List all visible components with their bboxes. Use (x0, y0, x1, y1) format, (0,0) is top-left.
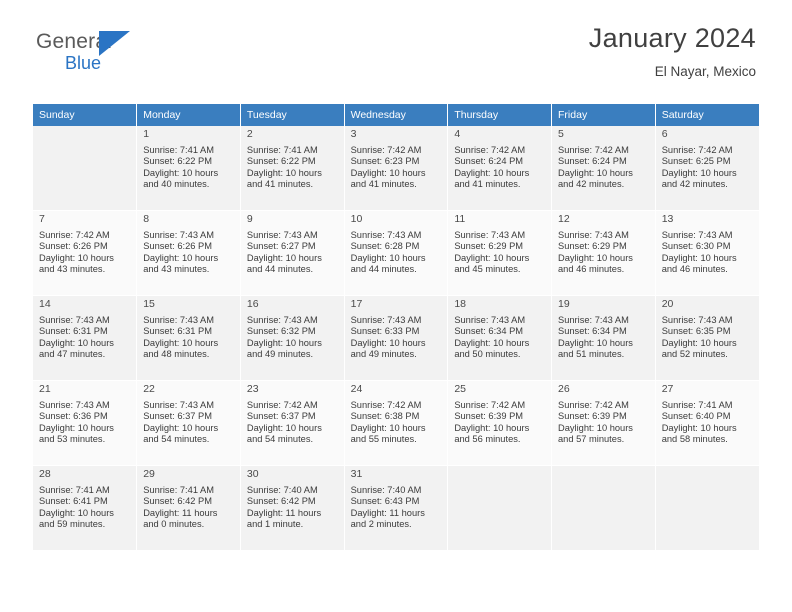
day-info-line: Sunset: 6:38 PM (350, 411, 420, 422)
day-info-line: Sunset: 6:39 PM (454, 411, 524, 422)
day-info-line: Sunset: 6:37 PM (143, 411, 212, 422)
day-info (662, 400, 759, 446)
day-info-line: Sunset: 6:42 PM (246, 496, 316, 507)
day-info (143, 485, 240, 531)
day-info-line: Daylight: 11 hours (246, 507, 322, 518)
day-info-line: Sunset: 6:22 PM (143, 156, 212, 167)
day-info-line: and 41 minutes. (350, 179, 417, 190)
day-info-line: and 55 minutes. (350, 434, 417, 445)
weekday-sunday: Sunday (33, 104, 137, 126)
day-info-line: and 46 minutes. (558, 264, 625, 275)
day-info-line: Sunset: 6:33 PM (350, 326, 420, 337)
weekday-thursday: Thursday (448, 104, 552, 126)
day-info-line: and 46 minutes. (661, 264, 728, 275)
day-info-line: Sunrise: 7:43 AM (39, 314, 110, 325)
day-info-line: and 49 minutes. (350, 349, 417, 360)
day-info-line: Daylight: 10 hours (246, 252, 322, 263)
day-info-line: Sunrise: 7:43 AM (39, 399, 110, 410)
day-info-line: Sunrise: 7:40 AM (246, 484, 318, 495)
calendar-cell-day[interactable] (344, 466, 448, 551)
day-info-line: and 57 minutes. (558, 434, 625, 445)
day-info-line: and 41 minutes. (246, 179, 314, 190)
day-info-line: Sunset: 6:31 PM (39, 326, 108, 337)
day-number: 21 (39, 383, 51, 395)
day-info-line: Daylight: 11 hours (350, 507, 425, 518)
day-info-line: and 56 minutes. (454, 434, 521, 445)
title-block (589, 23, 756, 79)
day-info-line: Sunset: 6:29 PM (558, 241, 627, 252)
day-info-line: Daylight: 10 hours (661, 422, 737, 433)
day-info-line: Daylight: 10 hours (143, 167, 219, 178)
day-info-line: Sunset: 6:36 PM (39, 411, 108, 422)
day-info-line: Sunset: 6:25 PM (661, 156, 731, 167)
calendar-week-row (33, 211, 759, 296)
day-info-line: Sunrise: 7:43 AM (246, 314, 318, 325)
day-info-line: Daylight: 10 hours (454, 422, 530, 433)
page-header (33, 0, 759, 79)
calendar-cell-day[interactable] (137, 126, 241, 211)
brand-logo (36, 30, 236, 78)
day-info (143, 315, 240, 361)
day-info-line: Sunset: 6:37 PM (246, 411, 316, 422)
calendar-week-row (33, 126, 759, 211)
day-info-line: Daylight: 10 hours (39, 337, 114, 348)
day-info-line: Sunrise: 7:42 AM (558, 399, 629, 410)
day-info-line: Daylight: 10 hours (454, 337, 530, 348)
calendar-cell-day[interactable] (552, 296, 656, 381)
calendar-cell-day[interactable] (448, 296, 552, 381)
day-info-line: and 43 minutes. (143, 264, 210, 275)
day-info-line: Sunset: 6:28 PM (350, 241, 420, 252)
day-number: 25 (454, 383, 466, 395)
brand-name-blue: Blue (65, 53, 102, 73)
calendar-cell-day[interactable] (655, 296, 759, 381)
flag-icon (99, 31, 130, 56)
day-info (558, 230, 655, 276)
weekday-wednesday: Wednesday (344, 104, 448, 126)
day-info-line: Sunset: 6:32 PM (246, 326, 316, 337)
calendar-cell-day[interactable] (137, 211, 241, 296)
day-info-line: Daylight: 10 hours (39, 507, 114, 518)
day-number: 24 (350, 383, 363, 395)
weekday-saturday: Saturday (655, 104, 759, 126)
day-info-line: Daylight: 10 hours (661, 252, 737, 263)
day-info (247, 315, 344, 361)
calendar-cell-empty (655, 466, 759, 551)
day-info (454, 145, 551, 191)
day-info-line: Sunset: 6:42 PM (143, 496, 212, 507)
weekday-monday: Monday (137, 104, 241, 126)
day-info-line: Sunrise: 7:43 AM (143, 314, 215, 325)
calendar-cell-day[interactable] (33, 296, 137, 381)
day-info-line: and 41 minutes. (454, 179, 521, 190)
day-info-line: and 50 minutes. (454, 349, 521, 360)
day-info-line: Sunset: 6:22 PM (246, 156, 316, 167)
day-number: 22 (143, 383, 155, 395)
day-info (247, 485, 344, 531)
day-info (454, 315, 551, 361)
day-info-line: Daylight: 10 hours (350, 167, 426, 178)
day-info-line: Sunrise: 7:41 AM (143, 144, 215, 155)
day-info-line: Sunrise: 7:40 AM (350, 484, 422, 495)
day-number: 23 (246, 383, 259, 395)
day-info-line: and 47 minutes. (39, 349, 106, 360)
calendar-cell-day[interactable] (240, 296, 344, 381)
day-info-line: Sunrise: 7:42 AM (454, 399, 526, 410)
day-info (39, 400, 136, 446)
day-info-line: Daylight: 10 hours (350, 252, 426, 263)
calendar-cell-day[interactable] (137, 466, 241, 551)
day-info-line: Sunrise: 7:43 AM (454, 229, 526, 240)
day-number: 31 (350, 468, 363, 480)
day-info-line: and 42 minutes. (558, 179, 625, 190)
calendar-week-row (33, 381, 759, 466)
calendar-cell-day[interactable] (655, 381, 759, 466)
calendar-cell-day[interactable] (240, 126, 344, 211)
day-info-line: and 43 minutes. (39, 264, 106, 275)
calendar-cell-empty (33, 126, 137, 211)
day-info (558, 145, 655, 191)
day-number: 16 (246, 298, 259, 310)
day-info-line: and 44 minutes. (246, 264, 314, 275)
day-info-line: Sunrise: 7:42 AM (39, 229, 110, 240)
calendar-cell-day[interactable] (137, 381, 241, 466)
day-info (454, 400, 551, 446)
day-info-line: Daylight: 10 hours (454, 167, 530, 178)
day-info (351, 485, 448, 531)
brand-name-general: General (36, 30, 113, 53)
day-info-line: and 44 minutes. (350, 264, 417, 275)
day-info (454, 230, 551, 276)
day-info-line: and 0 minutes. (143, 519, 205, 530)
day-number: 5 (558, 128, 564, 140)
day-info (662, 230, 759, 276)
day-info-line: Daylight: 10 hours (661, 167, 737, 178)
day-info-line: Daylight: 11 hours (143, 507, 218, 518)
day-number: 3 (350, 128, 357, 140)
day-info-line: and 48 minutes. (143, 349, 210, 360)
day-info-line: Sunrise: 7:43 AM (246, 229, 318, 240)
day-info-line: Sunrise: 7:41 AM (661, 399, 733, 410)
day-info-line: and 1 minute. (246, 519, 304, 530)
day-info-line: Sunset: 6:23 PM (350, 156, 420, 167)
day-info (143, 400, 240, 446)
day-number: 1 (143, 128, 150, 140)
day-info-line: Sunset: 6:27 PM (246, 241, 316, 252)
day-number: 13 (661, 213, 674, 225)
day-info-line: Sunrise: 7:42 AM (350, 144, 422, 155)
day-number: 18 (454, 298, 466, 310)
day-number: 8 (143, 213, 150, 225)
day-info-line: Sunrise: 7:42 AM (558, 144, 629, 155)
day-info-line: Daylight: 10 hours (558, 337, 633, 348)
calendar-cell-day[interactable] (240, 381, 344, 466)
day-info-line: Sunset: 6:41 PM (39, 496, 108, 507)
day-info (39, 230, 136, 276)
day-info-line: Daylight: 10 hours (143, 337, 219, 348)
day-info-line: Sunset: 6:26 PM (143, 241, 212, 252)
calendar-cell-empty (448, 466, 552, 551)
calendar-cell-day[interactable] (344, 211, 448, 296)
day-info-line: Sunrise: 7:43 AM (661, 229, 733, 240)
day-info-line: Sunset: 6:34 PM (454, 326, 524, 337)
day-info-line: and 42 minutes. (661, 179, 728, 190)
day-info-line: Sunrise: 7:42 AM (454, 144, 526, 155)
day-info-line: and 51 minutes. (558, 349, 625, 360)
day-info-line: and 45 minutes. (454, 264, 521, 275)
calendar-week-row (33, 296, 759, 381)
day-info-line: Daylight: 10 hours (246, 337, 322, 348)
calendar-cell-day[interactable] (344, 296, 448, 381)
calendar-body (33, 126, 759, 551)
day-number: 27 (661, 383, 674, 395)
day-number: 15 (143, 298, 155, 310)
day-info-line: Sunset: 6:35 PM (661, 326, 731, 337)
day-number: 30 (246, 468, 259, 480)
calendar-header-row (33, 104, 759, 126)
day-info (247, 400, 344, 446)
day-info-line: Sunrise: 7:43 AM (350, 314, 422, 325)
day-info-line: Daylight: 10 hours (143, 422, 219, 433)
day-info-line: Sunrise: 7:43 AM (350, 229, 422, 240)
calendar-cell-day[interactable] (655, 126, 759, 211)
calendar-cell-day[interactable] (137, 296, 241, 381)
day-info (351, 315, 448, 361)
day-info-line: and 53 minutes. (39, 434, 106, 445)
day-info-line: and 59 minutes. (39, 519, 106, 530)
calendar-cell-day[interactable] (33, 381, 137, 466)
day-info (143, 145, 240, 191)
day-info (662, 315, 759, 361)
calendar-cell-day[interactable] (240, 211, 344, 296)
day-info-line: Sunrise: 7:43 AM (558, 314, 629, 325)
calendar-cell-day[interactable] (448, 211, 552, 296)
day-number: 6 (661, 128, 668, 140)
day-info (662, 145, 759, 191)
day-number: 11 (454, 213, 466, 225)
day-info (39, 315, 136, 361)
day-info (143, 230, 240, 276)
day-info-line: Sunset: 6:31 PM (143, 326, 212, 337)
day-number: 29 (143, 468, 155, 480)
day-info (351, 400, 448, 446)
calendar-cell-empty (552, 466, 656, 551)
day-info-line: and 2 minutes. (350, 519, 412, 530)
day-info (247, 145, 344, 191)
day-info-line: Sunset: 6:30 PM (661, 241, 731, 252)
day-number: 26 (558, 383, 570, 395)
day-info-line: Sunrise: 7:43 AM (143, 229, 215, 240)
calendar-cell-day[interactable] (344, 126, 448, 211)
day-info-line: Sunrise: 7:43 AM (661, 314, 733, 325)
day-info-line: Daylight: 10 hours (558, 252, 633, 263)
day-info-line: Sunrise: 7:43 AM (558, 229, 629, 240)
day-info (351, 230, 448, 276)
day-info-line: Sunset: 6:29 PM (454, 241, 524, 252)
day-info-line: and 58 minutes. (661, 434, 728, 445)
day-number: 10 (350, 213, 363, 225)
calendar-cell-day[interactable] (448, 126, 552, 211)
day-info-line: Daylight: 10 hours (246, 422, 322, 433)
day-info-line: Sunrise: 7:41 AM (143, 484, 215, 495)
weekday-friday: Friday (552, 104, 656, 126)
day-number: 2 (246, 128, 253, 140)
day-number: 4 (454, 128, 461, 140)
day-number: 12 (558, 213, 570, 225)
day-info-line: Daylight: 10 hours (558, 422, 633, 433)
calendar-week-row (33, 466, 759, 551)
day-info-line: Sunrise: 7:42 AM (661, 144, 733, 155)
day-info-line: Sunrise: 7:43 AM (454, 314, 526, 325)
day-number: 7 (39, 213, 45, 225)
page-subtitle: El Nayar, Mexico (654, 64, 756, 79)
day-info (351, 145, 448, 191)
day-number: 19 (558, 298, 570, 310)
day-info (39, 485, 136, 531)
calendar-cell-day[interactable] (240, 466, 344, 551)
calendar-cell-day[interactable] (448, 381, 552, 466)
day-info-line: Sunrise: 7:41 AM (246, 144, 318, 155)
day-number: 17 (350, 298, 363, 310)
calendar-cell-day[interactable] (33, 211, 137, 296)
calendar-cell-day[interactable] (33, 466, 137, 551)
day-info (558, 315, 655, 361)
day-info-line: Sunset: 6:39 PM (558, 411, 627, 422)
day-info-line: Sunset: 6:24 PM (558, 156, 627, 167)
day-info (558, 400, 655, 446)
day-info-line: Sunset: 6:40 PM (661, 411, 731, 422)
day-info-line: Sunrise: 7:41 AM (39, 484, 110, 495)
calendar-cell-day[interactable] (655, 211, 759, 296)
day-info-line: Sunrise: 7:42 AM (350, 399, 422, 410)
day-info-line: and 54 minutes. (143, 434, 210, 445)
day-info-line: and 52 minutes. (661, 349, 728, 360)
page-title: January 2024 (588, 23, 756, 53)
day-info-line: Daylight: 10 hours (558, 167, 633, 178)
day-info-line: Daylight: 10 hours (39, 252, 114, 263)
day-info-line: Daylight: 10 hours (350, 422, 426, 433)
day-number: 9 (246, 213, 253, 225)
calendar-cell-day[interactable] (552, 211, 656, 296)
day-info-line: Daylight: 10 hours (39, 422, 114, 433)
day-info-line: Daylight: 10 hours (143, 252, 219, 263)
day-info-line: Sunset: 6:24 PM (454, 156, 524, 167)
day-info-line: Sunset: 6:34 PM (558, 326, 627, 337)
day-info-line: Sunrise: 7:43 AM (143, 399, 215, 410)
calendar-cell-day[interactable] (344, 381, 448, 466)
day-info-line: Daylight: 10 hours (454, 252, 530, 263)
day-info-line: Daylight: 10 hours (350, 337, 426, 348)
day-info-line: and 49 minutes. (246, 349, 314, 360)
day-info-line: Sunset: 6:26 PM (39, 241, 108, 252)
calendar-table (33, 104, 759, 551)
day-info-line: Sunset: 6:43 PM (350, 496, 420, 507)
day-info-line: and 40 minutes. (143, 179, 210, 190)
calendar-cell-day[interactable] (552, 381, 656, 466)
day-info-line: and 54 minutes. (246, 434, 314, 445)
day-info-line: Daylight: 10 hours (246, 167, 322, 178)
day-info-line: Sunrise: 7:42 AM (246, 399, 318, 410)
calendar-cell-day[interactable] (552, 126, 656, 211)
day-info (247, 230, 344, 276)
weekday-tuesday: Tuesday (240, 104, 344, 126)
day-number: 28 (39, 468, 51, 480)
day-number: 14 (39, 298, 51, 310)
day-info-line: Daylight: 10 hours (661, 337, 737, 348)
day-number: 20 (661, 298, 674, 310)
